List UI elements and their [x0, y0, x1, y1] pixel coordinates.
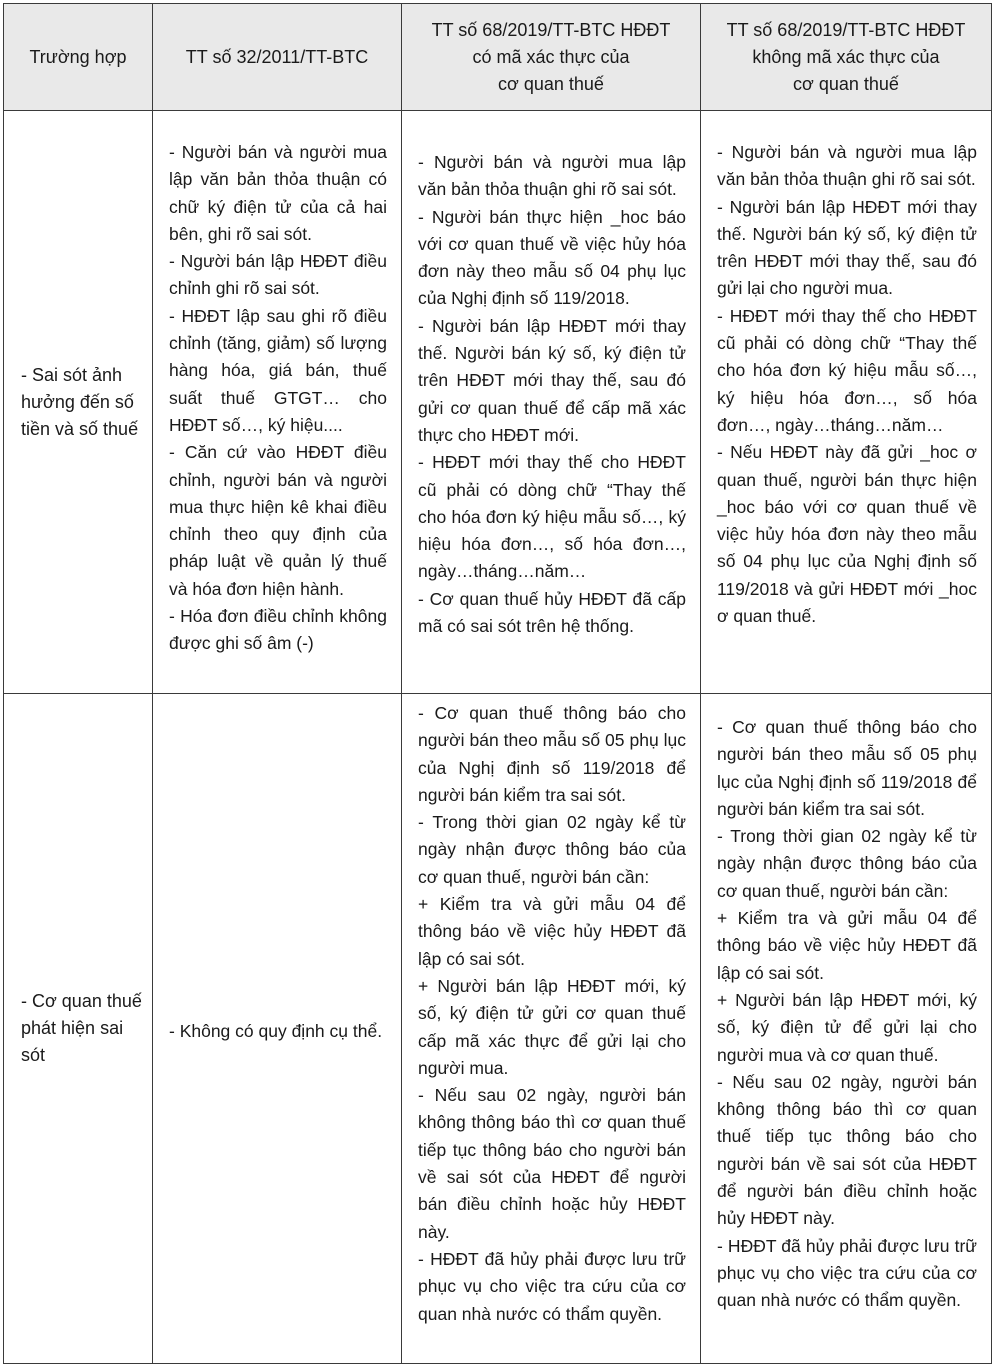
- cell-paragraph: - Người bán và người mua lập văn bản thỏa thuận ghi rõ sai sót.: [418, 152, 686, 200]
- header-line: Trường hợp: [29, 46, 127, 67]
- cell-paragraph: - Người bán và người mua lập văn bản thỏa thuận có chữ ký điện tử của cả hai bên, ghi rõ sai sót.: [169, 142, 387, 244]
- cell-paragraph: - Cơ quan thuế thông báo cho người bán theo mẫu số 05 phụ lục của Nghị định số 119/2018 để người bán kiểm tra sai sót.: [418, 703, 686, 805]
- header-row: [4, 4, 992, 111]
- case-cell: - Cơ quan thuế phát hiện sai sót: [4, 694, 153, 1364]
- cell-paragraph: - Người bán lập HĐĐT điều chỉnh ghi rõ sai sót.: [169, 251, 387, 299]
- cell-paragraph: + Người bán lập HĐĐT mới, ký số, ký điện tử gửi cơ quan thuế cấp mã xác thực để gửi lại cho người mua.: [418, 975, 686, 1078]
- table-row: [4, 111, 992, 694]
- cell-paragraph: - Nếu sau 02 ngày, người bán không thông báo thì cơ quan thuế tiếp tục thông báo cho người bán về sai sót của HĐĐT để người bán điều chỉnh hoặc hủy HĐĐT này.: [717, 1071, 977, 1229]
- cell-paragraph: - HĐĐT lập sau ghi rõ điều chỉnh (tăng, giảm) số lượng hàng hóa, giá bán, thuế suất thuế GTGT… cho HĐĐT số…, ký hiệu....: [169, 305, 387, 435]
- comparison-table: [3, 3, 992, 1364]
- cell-paragraph: - Người bán lập HĐĐT mới thay thế. Người bán ký số, ký điện tử trên HĐĐT mới thay thế, sau đó gửi cơ quan thuế để cấp mã xác thực cho HĐĐT mới.: [418, 315, 686, 445]
- cell-paragraph: - Cơ quan thuế hủy HĐĐT đã cấp mã có sai sót trên hệ thống.: [418, 588, 686, 637]
- cell-paragraph: + Người bán lập HĐĐT mới, ký số, ký điện tử để gửi lại cho người mua và cơ quan thuế.: [717, 989, 977, 1065]
- tt68-with-code-cell: [402, 694, 701, 1364]
- tt68-without-code-cell: [701, 111, 992, 694]
- cell-paragraph: - HĐĐT mới thay thế cho HĐĐT cũ phải có dòng chữ “Thay thế cho hóa đơn ký hiệu mẫu số…, ký hiệu hóa đơn…, số hóa đơn…, ngày…tháng…năm…: [717, 305, 977, 435]
- header-line: cơ quan thuế: [793, 73, 899, 94]
- tt32-cell: [153, 694, 402, 1364]
- header-line: TT số 32/2011/TT-BTC: [185, 46, 369, 67]
- header-line: TT số 68/2019/TT-BTC HĐĐT: [726, 19, 966, 40]
- header-tt68-with-code: [402, 4, 701, 111]
- cell-paragraph: - HĐĐT đã hủy phải được lưu trữ phục vụ cho việc tra cứu của cơ quan nhà nước có thẩm quyền.: [717, 1235, 977, 1311]
- header-line: không mã xác thực của: [752, 46, 940, 67]
- cell-paragraph: - Cơ quan thuế thông báo cho người bán theo mẫu số 05 phụ lục của Nghị định số 119/2018 để người bán kiểm tra sai sót.: [717, 717, 977, 819]
- header-tt32: [153, 4, 402, 111]
- table-row: [4, 694, 992, 1364]
- header-tt68-without-code: [701, 4, 992, 111]
- cell-paragraph: - Người bán thực hiện _hoc báo với cơ quan thuế về việc hủy hóa đơn này theo mẫu số 04 phụ lục của Nghị định số 119/2018.: [418, 206, 686, 309]
- header-line: cơ quan thuế: [498, 73, 604, 94]
- header-case: [4, 4, 153, 111]
- cell-paragraph: - HĐĐT mới thay thế cho HĐĐT cũ phải có dòng chữ “Thay thế cho hóa đơn ký hiệu mẫu số…, ký hiệu hóa đơn…, số hóa đơn…, ngày…tháng…năm…: [418, 452, 686, 582]
- cell-paragraph: - Người bán và người mua lập văn bản thỏa thuận ghi rõ sai sót.: [717, 142, 977, 190]
- header-line: TT số 68/2019/TT-BTC HĐĐT: [431, 19, 671, 40]
- cell-paragraph: + Kiểm tra và gửi mẫu 04 để thông báo về việc hủy HĐĐT đã lập có sai sót.: [418, 894, 686, 969]
- cell-paragraph: + Kiểm tra và gửi mẫu 04 để thông báo về việc hủy HĐĐT đã lập có sai sót.: [717, 908, 977, 983]
- cell-paragraph: - Nếu HĐĐT này đã gửi _hoc ơ quan thuế, người bán thực hiện _hoc báo với cơ quan thuế về việc hủy hóa đơn này theo mẫu số 04 phụ lục của Nghị định số 119/2018 và gửi HĐĐT mới _hoc ơ quan thuế.: [717, 442, 977, 627]
- cell-paragraph: - Trong thời gian 02 ngày kể từ ngày nhận được thông báo của cơ quan thuế, người bán cần:: [717, 826, 977, 901]
- cell-paragraph: - Không có quy định cụ thể.: [169, 1020, 383, 1041]
- cell-paragraph: - HĐĐT đã hủy phải được lưu trữ phục vụ cho việc tra cứu của cơ quan nhà nước có thẩm quyền.: [418, 1248, 686, 1324]
- cell-paragraph: - Người bán lập HĐĐT mới thay thế. Người bán ký số, ký điện tử trên HĐĐT mới thay thế, sau đó gửi lại cho người mua.: [717, 196, 977, 299]
- cell-paragraph: - Trong thời gian 02 ngày kể từ ngày nhận được thông báo của cơ quan thuế, người bán cần:: [418, 812, 686, 887]
- cell-paragraph: - Căn cứ vào HĐĐT điều chỉnh, người bán và người mua thực hiện kê khai điều chỉnh theo quy định của pháp luật về quản lý thuế và hóa đơn hiện hành.: [169, 442, 387, 599]
- header-line: có mã xác thực của: [472, 46, 630, 67]
- tt68-with-code-cell: [402, 111, 701, 694]
- tt32-cell: [153, 111, 402, 694]
- tt68-without-code-cell: [701, 694, 992, 1364]
- case-cell: - Sai sót ảnh hưởng đến số tiền và số thuế: [4, 111, 153, 694]
- cell-paragraph: - Hóa đơn điều chỉnh không được ghi số âm (-): [169, 606, 387, 654]
- cell-paragraph: - Nếu sau 02 ngày, người bán không thông báo thì cơ quan thuế tiếp tục thông báo cho người bán về sai sót của HĐĐT để người bán điều chỉnh hoặc hủy HĐĐT này.: [418, 1085, 686, 1242]
